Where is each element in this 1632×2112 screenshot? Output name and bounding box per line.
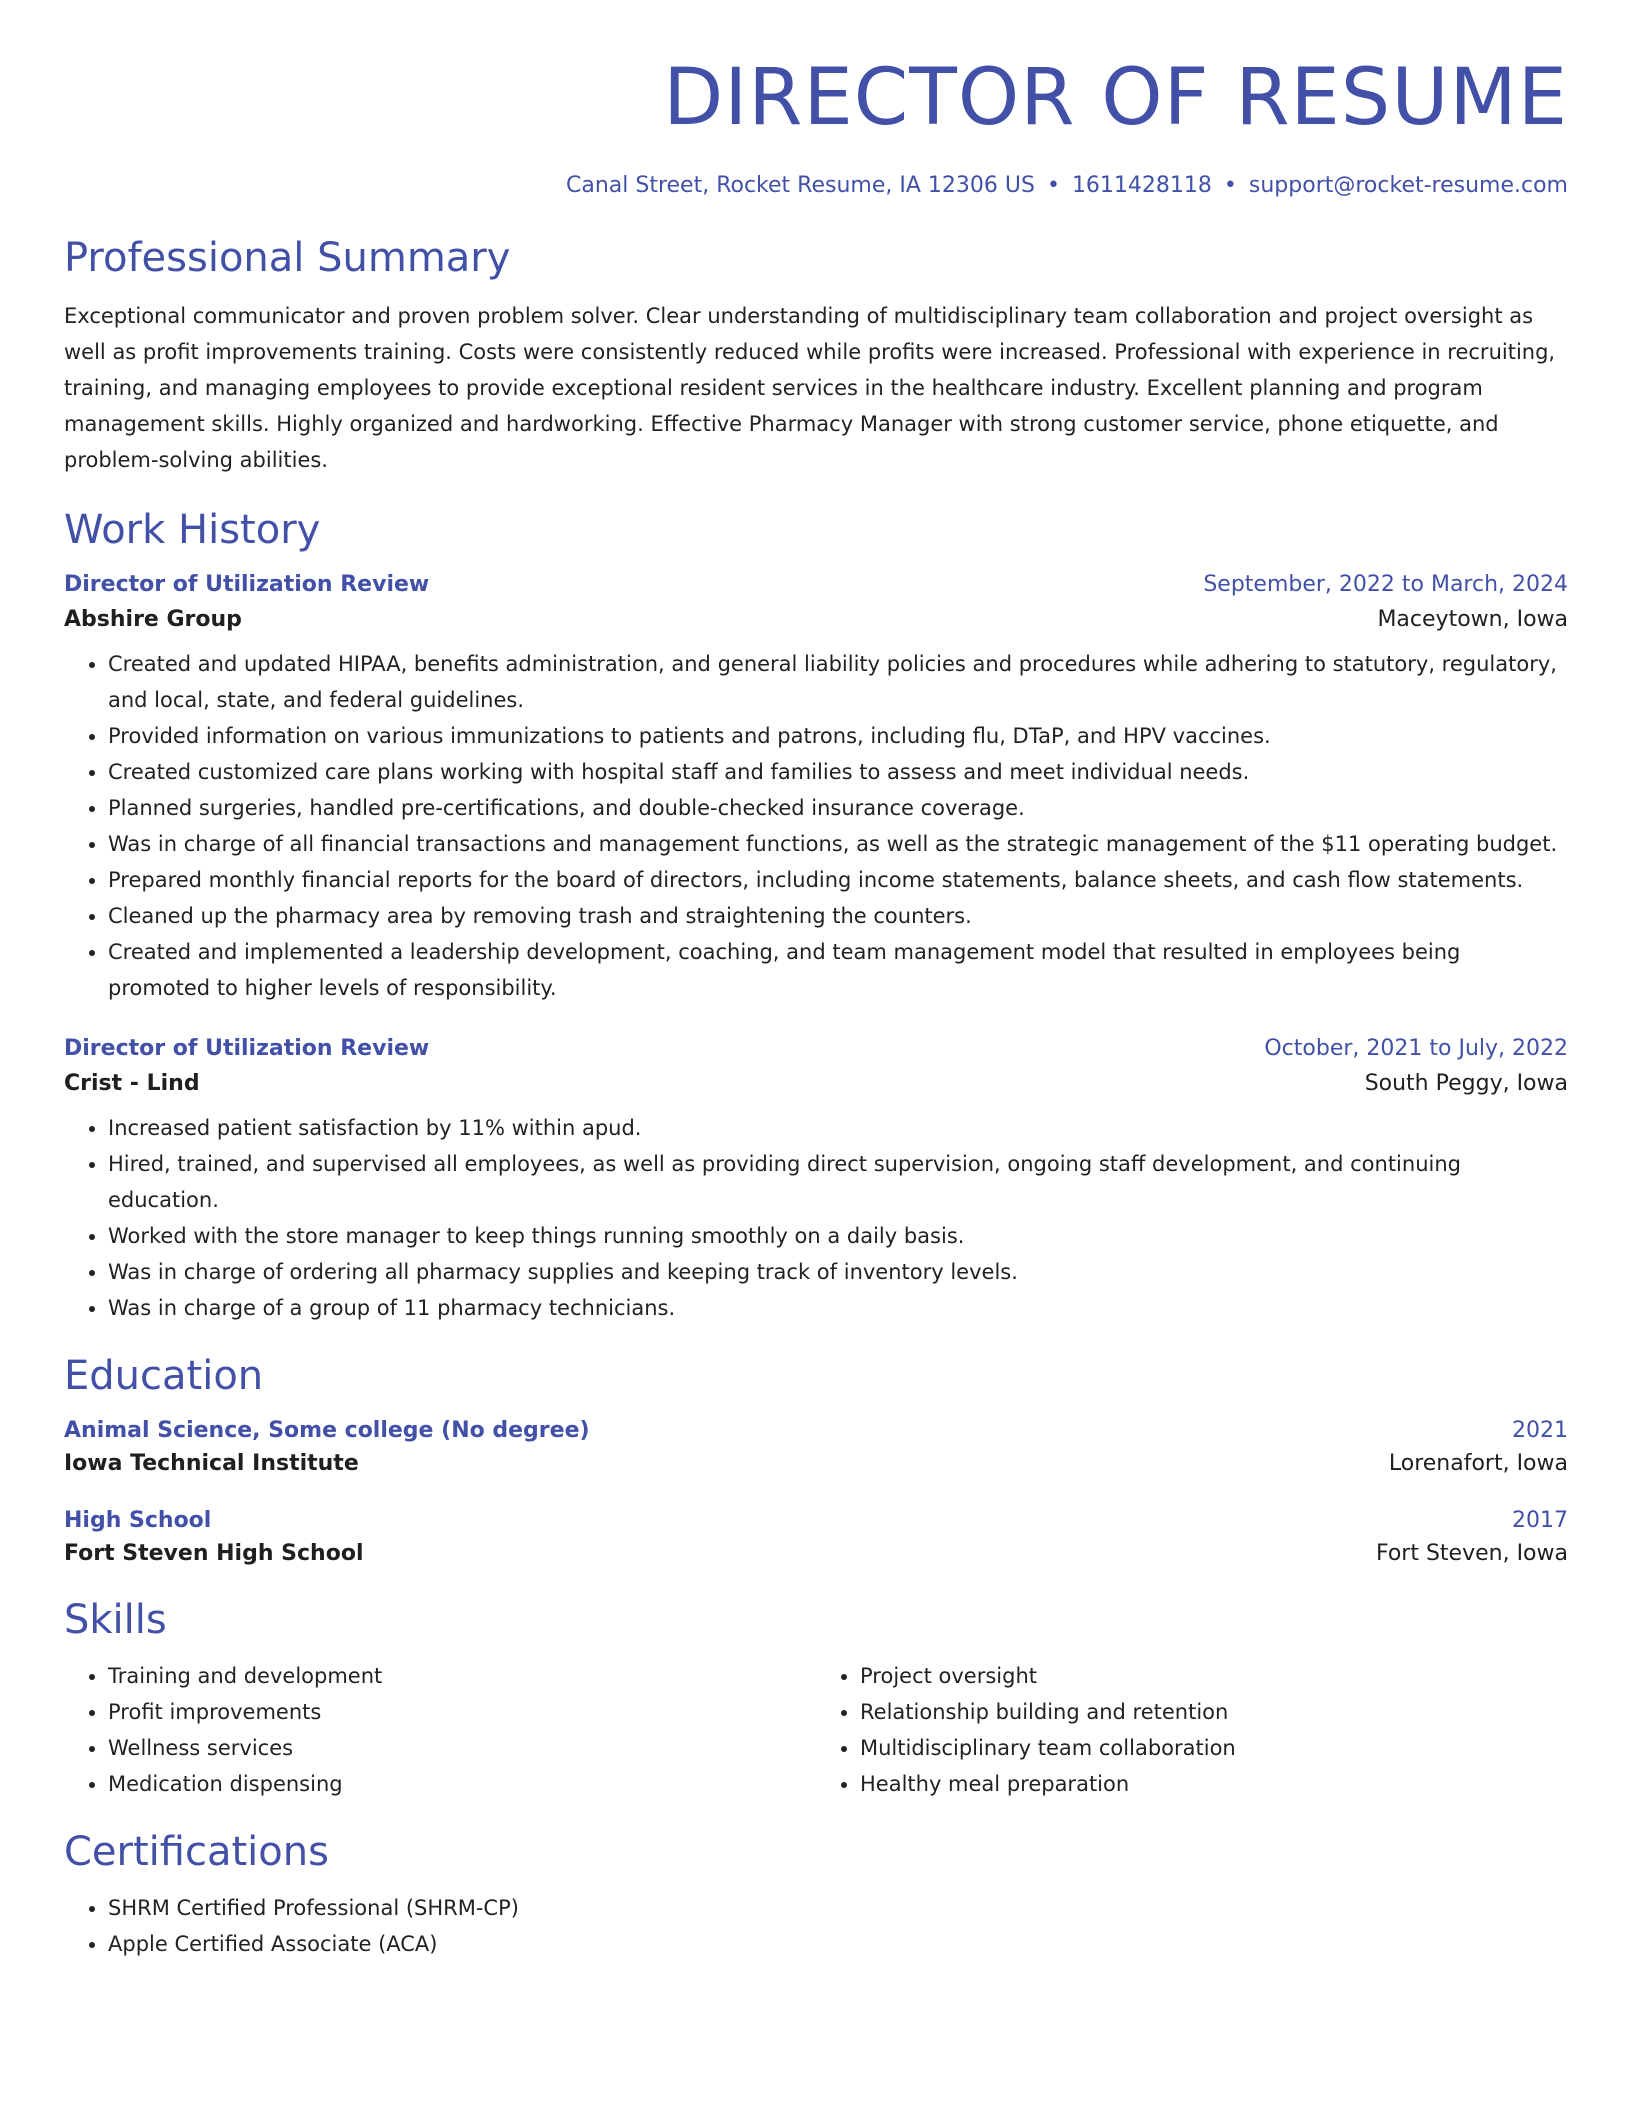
list-item: • Wellness services: [108, 1730, 816, 1766]
summary-text: Exceptional communicator and proven problem solver. Clear understanding of multidisciplinary team collaboration and project oversight as well as profit improvements training. Costs were consistently reduced while profits were increased. Professional with experience in recruiting, training, and managing employees to provide exceptional resident services in the healthcare industry. Excellent planning and program management skills. Highly organized and hardworking. Effective Pharmacy Manager with strong customer service, phone etiquette, and problem-solving abilities.: [64, 304, 1556, 473]
list-item: • Project oversight: [860, 1658, 1568, 1694]
skills-list-right: [816, 1658, 1568, 1802]
list-item: • Prepared monthly financial reports for the board of directors, including income statements, balance sheets, and cash flow statements.: [108, 862, 1568, 898]
list-item: • Apple Certified Associate (ACA): [108, 1926, 1568, 1962]
list-item: • Medication dispensing: [108, 1766, 816, 1802]
list-item: • Created and implemented a leadership development, coaching, and team management model that resulted in employees being promoted to higher levels of responsibility.: [108, 934, 1568, 1006]
list-item: • Cleaned up the pharmacy area by removing trash and straightening the counters.: [108, 898, 1568, 934]
job-title: Director of Utilization Review: [64, 572, 430, 598]
education-location: Lorenafort, Iowa: [1388, 1451, 1568, 1477]
job-location: South Peggy, Iowa: [1364, 1071, 1568, 1097]
job-entry: [64, 572, 1568, 1006]
job-dates: September, 2022 to March, 2024: [1203, 572, 1568, 598]
list-item: • Created and updated HIPAA, benefits administration, and general liability policies and procedures while adhering to statutory, regulatory, and local, state, and federal guidelines.: [108, 646, 1568, 718]
contact-separator: •: [1223, 172, 1237, 198]
contact-separator: •: [1046, 172, 1060, 198]
contact-phone: 1611428118: [1071, 172, 1212, 198]
education-location: Fort Steven, Iowa: [1375, 1541, 1568, 1567]
education-section: [64, 1352, 1568, 1566]
education-entry: [64, 1418, 1568, 1476]
job-dates: October, 2021 to July, 2022: [1264, 1036, 1568, 1062]
list-item: • Worked with the store manager to keep things running smoothly on a daily basis.: [108, 1218, 1568, 1254]
skills-columns: [64, 1658, 1568, 1802]
list-item: • Planned surgeries, handled pre-certifications, and double-checked insurance coverage.: [108, 790, 1568, 826]
job-bullets: [64, 1110, 1568, 1326]
list-item: • Hired, trained, and supervised all employees, as well as providing direct supervision, ongoing staff development, and continuing education.: [108, 1146, 1568, 1218]
skills-section: [64, 1596, 1568, 1802]
education-entry: [64, 1508, 1568, 1566]
education-year: 2017: [1512, 1508, 1568, 1534]
job-location: Maceytown, Iowa: [1377, 607, 1568, 633]
list-item: • Provided information on various immunizations to patients and patrons, including flu, DTaP, and HPV vaccines.: [108, 718, 1568, 754]
job-entry: [64, 1036, 1568, 1326]
certifications-list: [64, 1890, 1568, 1962]
education-school: Iowa Technical Institute: [64, 1451, 359, 1477]
certifications-section: [64, 1828, 1568, 1962]
job-bullets: [64, 646, 1568, 1006]
section-title-certifications: Certifications: [64, 1829, 329, 1876]
list-item: • SHRM Certified Professional (SHRM-CP): [108, 1890, 1568, 1926]
work-history-section: [64, 506, 1568, 1326]
list-item: • Increased patient satisfaction by 11% within apud.: [108, 1110, 1568, 1146]
contact-email: support@rocket-resume.com: [1248, 172, 1568, 198]
list-item: • Relationship building and retention: [860, 1694, 1568, 1730]
list-item: • Was in charge of ordering all pharmacy supplies and keeping track of inventory levels.: [108, 1254, 1568, 1290]
job-company: Abshire Group: [64, 607, 242, 633]
section-title-work: Work History: [64, 507, 321, 554]
list-item: • Profit improvements: [108, 1694, 816, 1730]
list-item: • Training and development: [108, 1658, 816, 1694]
job-title: Director of Utilization Review: [64, 1036, 430, 1062]
list-item: • Was in charge of all financial transactions and management functions, as well as the strategic management of the $11 operating budget.: [108, 826, 1568, 862]
skills-list-left: [64, 1658, 816, 1802]
section-title-summary: Professional Summary: [64, 235, 511, 282]
education-school: Fort Steven High School: [64, 1541, 364, 1567]
education-degree: Animal Science, Some college (No degree): [64, 1418, 590, 1444]
education-year: 2021: [1512, 1418, 1568, 1444]
summary-section: [64, 234, 1568, 478]
list-item: • Multidisciplinary team collaboration: [860, 1730, 1568, 1766]
job-company: Crist - Lind: [64, 1071, 200, 1097]
list-item: • Created customized care plans working with hospital staff and families to assess and meet individual needs.: [108, 754, 1568, 790]
resume-name: DIRECTOR OF RESUME: [663, 53, 1568, 143]
contact-line: [64, 172, 1568, 201]
section-title-education: Education: [64, 1353, 264, 1400]
contact-address: Canal Street, Rocket Resume, IA 12306 US: [566, 172, 1035, 198]
list-item: • Healthy meal preparation: [860, 1766, 1568, 1802]
section-title-skills: Skills: [64, 1597, 167, 1644]
education-degree: High School: [64, 1508, 212, 1534]
list-item: • Was in charge of a group of 11 pharmacy technicians.: [108, 1290, 1568, 1326]
